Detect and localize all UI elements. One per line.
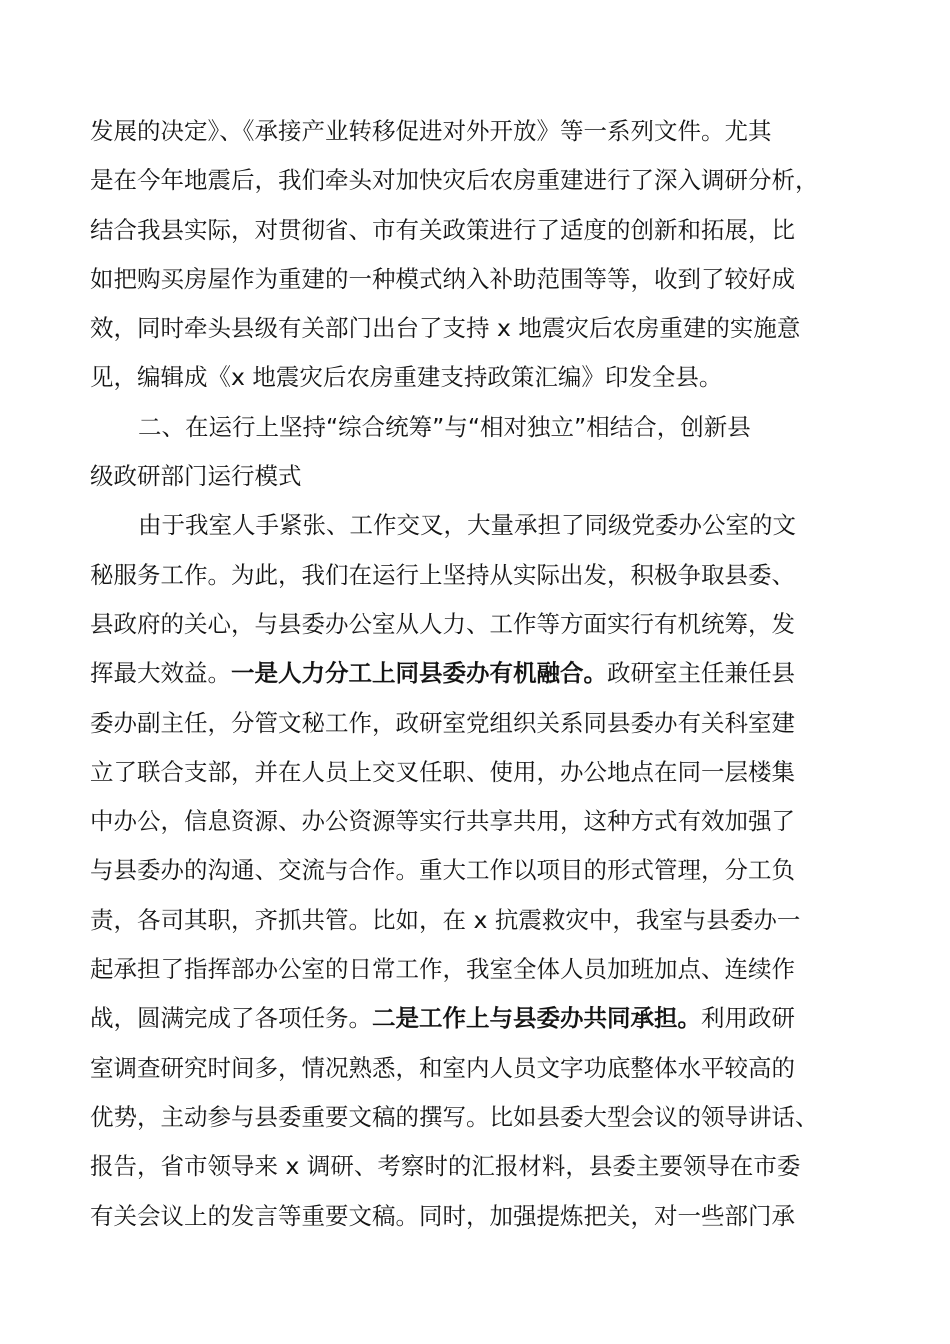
- text-line: [90, 649, 880, 698]
- paragraph-policy-documents: [90, 107, 880, 403]
- text-line: 优势，主动参与县委重要文稿的撰写。比如县委大型会议的领导讲话、: [90, 1102, 819, 1131]
- text-line: 责，各司其职，齐抓共管。比如，在 x 抗震救灾中，我室与县委办一: [90, 905, 801, 934]
- bold-point-one: 一是人力分工上同县委办有机融合。: [231, 659, 607, 688]
- section-heading-2: [90, 403, 880, 502]
- bold-point-two: 二是工作上与县委办共同承担。: [372, 1004, 701, 1033]
- text-run: 战，圆满完成了各项任务。: [90, 1004, 372, 1033]
- text-run: 利用政研: [701, 1004, 795, 1033]
- text-run: 挥最大效益。: [90, 659, 231, 688]
- text-line: 是在今年地震后，我们牵头对加快灾后农房重建进行了深入调研分析，: [90, 166, 819, 195]
- text-line: 报告，省市领导来 x 调研、考察时的汇报材料，县委主要领导在市委: [90, 1152, 801, 1181]
- text-line: 有关会议上的发言等重要文稿。同时，加强提炼把关，对一些部门承: [90, 1201, 795, 1230]
- document-body: [90, 107, 880, 1241]
- paragraph-operation-mode: [90, 501, 880, 1240]
- heading-line: 级政研部门运行模式: [90, 462, 302, 491]
- text-line: 见，编辑成《x 地震灾后农房重建支持政策汇编》印发全县。: [90, 363, 723, 392]
- text-line: [90, 994, 880, 1043]
- text-line: 由于我室人手紧张、工作交叉，大量承担了同级党委办公室的文: [138, 511, 796, 540]
- text-line: 县政府的关心，与县委办公室从人力、工作等方面实行有机统筹，发: [90, 609, 795, 638]
- text-line: 委办副主任，分管文秘工作，政研室党组织关系同县委办有关科室建: [90, 708, 795, 737]
- text-line: 如把购买房屋作为重建的一种模式纳入补助范围等等，收到了较好成: [90, 264, 795, 293]
- text-line: 立了联合支部，并在人员上交叉任职、使用，办公地点在同一层楼集: [90, 757, 795, 786]
- heading-line: 二、在运行上坚持“综合统筹”与“相对独立”相结合，创新县: [138, 412, 751, 441]
- text-line: 与县委办的沟通、交流与合作。重大工作以项目的形式管理，分工负: [90, 856, 795, 885]
- text-run: 政研室主任兼任县: [607, 659, 795, 688]
- text-line: 效，同时牵头县级有关部门出台了支持 x 地震灾后农房重建的实施意: [90, 314, 801, 343]
- text-line: 中办公，信息资源、办公资源等实行共享共用，这种方式有效加强了: [90, 807, 795, 836]
- text-line: 起承担了指挥部办公室的日常工作，我室全体人员加班加点、连续作: [90, 955, 795, 984]
- text-line: 发展的决定》、《承接产业转移促进对外开放》等一系列文件。尤其: [90, 117, 772, 145]
- text-line: 结合我县实际，对贯彻省、市有关政策进行了适度的创新和拓展，比: [90, 215, 795, 244]
- text-line: 秘服务工作。为此，我们在运行上坚持从实际出发，积极争取县委、: [90, 560, 795, 589]
- text-line: 室调查研究时间多，情况熟悉，和室内人员文字功底整体水平较高的: [90, 1053, 795, 1082]
